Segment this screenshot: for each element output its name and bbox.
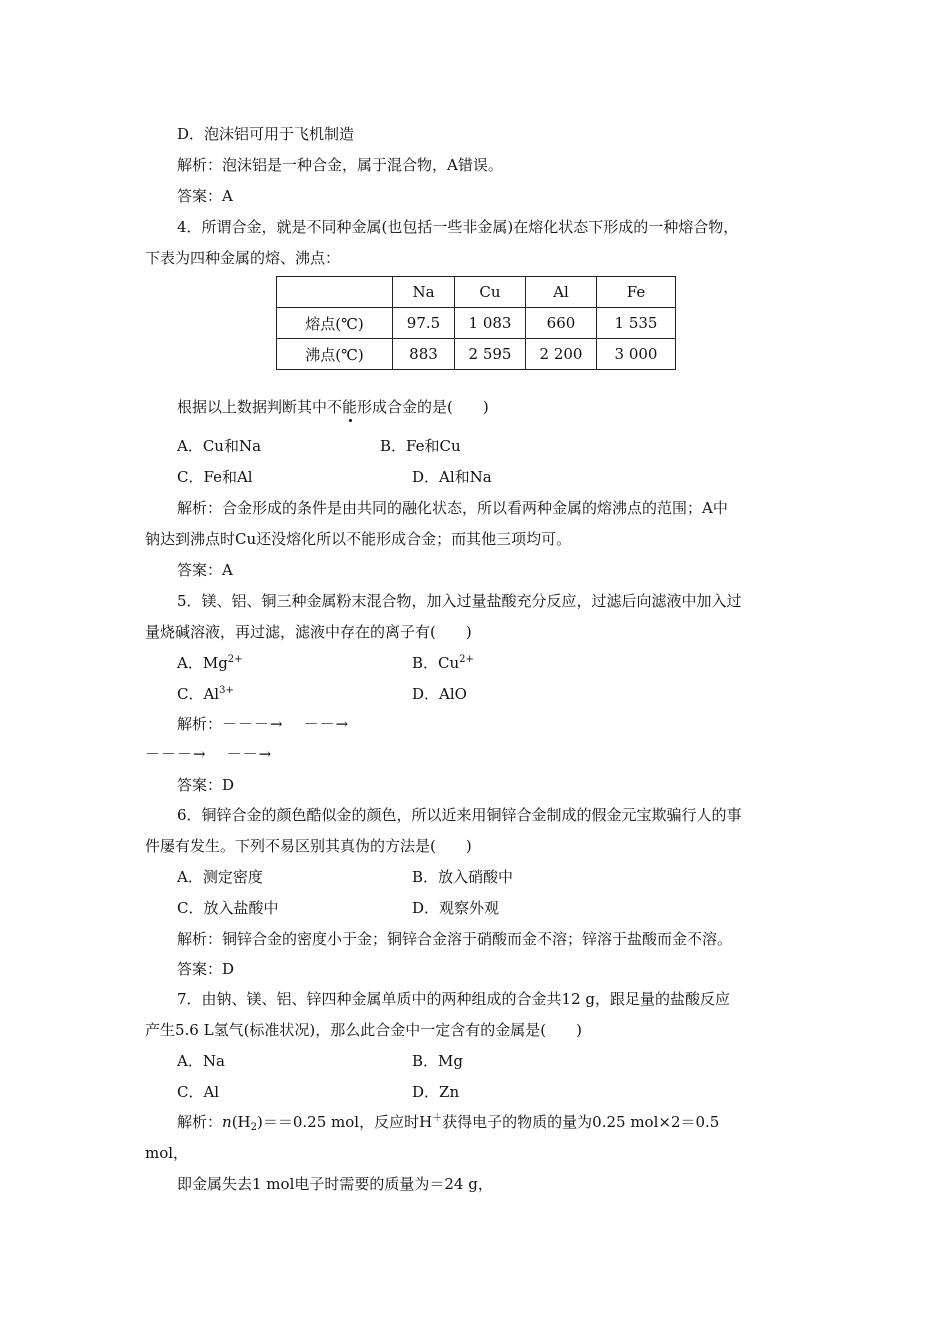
table-cell: 3 000 xyxy=(597,339,676,370)
formula-charge: ＋ xyxy=(432,1113,443,1124)
q5-option-c xyxy=(177,684,234,704)
q5-option-a-charge: 2+ xyxy=(227,654,243,665)
q7-option-d: D．Zn xyxy=(412,1083,460,1101)
q6-stem-line2: 件屡有发生。下列不易区别其真伪的方法是( ) xyxy=(145,837,472,855)
formula-h: (H xyxy=(231,1113,251,1131)
formula-text: )＝＝0.25 mol，反应时H xyxy=(257,1113,433,1131)
q5-analysis-label: 解析： xyxy=(177,715,223,733)
table-row xyxy=(277,308,676,339)
q5-option-a-text: A．Mg xyxy=(177,654,228,672)
q6-stem-line1: 6．铜锌合金的颜色酷似金的颜色，所以近来用铜锌合金制成的假金元宝欺骗行人的事 xyxy=(177,806,742,824)
table-cell: 1 083 xyxy=(455,308,526,339)
q3-option-d: D．泡沫铝可用于飞机制造 xyxy=(177,125,355,143)
table-cell: 2 200 xyxy=(526,339,597,370)
q5-analysis-line1 xyxy=(177,714,349,734)
q5-option-c-text: C．Al xyxy=(177,685,220,703)
q5-option-b-text: B．Cu xyxy=(412,654,460,672)
table-cell: 1 535 xyxy=(597,308,676,339)
table-cell: 660 xyxy=(526,308,597,339)
q4-question: 根据以上数据判断其中不能形成合金的是( ) xyxy=(177,398,489,416)
q5-option-b-charge: 2+ xyxy=(459,654,474,665)
table-cell xyxy=(277,277,393,308)
q7-analysis-line3: 即金属失去1 mol电子时需要的质量为＝24 g， xyxy=(177,1175,493,1193)
q4-option-d: D．Al和Na xyxy=(412,468,492,486)
q4-option-c: C．Fe和Al xyxy=(177,468,253,486)
q5-option-c-charge: 3+ xyxy=(219,685,234,696)
q5-answer: 答案：D xyxy=(177,776,235,794)
q6-option-b: B．放入硝酸中 xyxy=(412,868,514,886)
q4-stem-line1: 4．所谓合金，就是不同种金属(也包括一些非金属)在熔化状态下形成的一种熔合物， xyxy=(177,218,739,236)
formula-n: n xyxy=(222,1113,232,1131)
q5-stem-line1: 5．镁、铝、铜三种金属粉末混合物，加入过量盐酸充分反应，过滤后向滤液中加入过 xyxy=(177,592,742,610)
table-row xyxy=(277,339,676,370)
q5-option-d: D．AlO xyxy=(412,685,467,703)
q7-analysis-line2: mol， xyxy=(145,1144,189,1162)
q5-analysis-line2 xyxy=(145,744,272,764)
table-cell: 97.5 xyxy=(393,308,455,339)
formula-text-rest: 获得电子的物质的量为0.25 mol×2＝0.5 xyxy=(442,1113,720,1131)
q6-answer: 答案：D xyxy=(177,960,235,978)
reaction-arrow: －－→ xyxy=(226,745,273,763)
q7-option-b: B．Mg xyxy=(412,1052,463,1070)
table-row-label: 熔点(℃) xyxy=(277,308,393,339)
table-cell: 2 595 xyxy=(455,339,526,370)
q5-stem-line2: 量烧碱溶液，再过滤，滤液中存在的离子有( ) xyxy=(145,623,472,641)
table-header-cell: Fe xyxy=(597,277,676,308)
reaction-arrow: －－－→ xyxy=(145,745,207,763)
q4-stem-line2: 下表为四种金属的熔、沸点： xyxy=(145,249,341,267)
formula-subscript: 2 xyxy=(250,1122,257,1133)
q7-option-a: A．Na xyxy=(177,1052,225,1070)
emphasis-dot xyxy=(349,419,352,422)
q5-option-b xyxy=(412,653,474,673)
melting-boiling-table xyxy=(276,276,676,370)
q6-option-a: A．测定密度 xyxy=(177,868,263,886)
q5-option-a xyxy=(177,653,243,673)
q4-analysis-line1: 解析：合金形成的条件是由共同的融化状态，所以看两种金属的熔沸点的范围；A中 xyxy=(177,499,728,517)
table-cell: 883 xyxy=(393,339,455,370)
q3-answer: 答案：A xyxy=(177,187,233,205)
q7-analysis-label: 解析： xyxy=(177,1113,223,1131)
table-header-cell: Cu xyxy=(455,277,526,308)
q6-analysis: 解析：铜锌合金的密度小于金；铜锌合金溶于硝酸而金不溶；锌溶于盐酸而金不溶。 xyxy=(177,930,733,948)
table-header-cell: Al xyxy=(526,277,597,308)
q7-analysis-line1 xyxy=(177,1112,719,1132)
q7-stem-line2: 产生5.6 L氢气(标准状况)，那么此合金中一定含有的金属是( ) xyxy=(145,1021,582,1039)
q7-stem-line1: 7．由钠、镁、铝、锌四种金属单质中的两种组成的合金共12 g，跟足量的盐酸反应 xyxy=(177,990,731,1008)
q4-analysis-line2: 钠达到沸点时Cu还没熔化所以不能形成合金；而其他三项均可。 xyxy=(145,530,572,548)
reaction-arrow: －－→ xyxy=(303,715,350,733)
q6-option-c: C．放入盐酸中 xyxy=(177,899,279,917)
q3-analysis: 解析：泡沫铝是一种合金，属于混合物，A错误。 xyxy=(177,156,503,174)
q7-option-c: C．Al xyxy=(177,1083,220,1101)
table-header-cell: Na xyxy=(393,277,455,308)
q4-answer: 答案：A xyxy=(177,561,233,579)
q4-option-b: B．Fe和Cu xyxy=(380,437,461,455)
reaction-arrow: －－－→ xyxy=(222,715,284,733)
table-header-row xyxy=(277,277,676,308)
q6-option-d: D．观察外观 xyxy=(412,899,500,917)
table-row-label: 沸点(℃) xyxy=(277,339,393,370)
q4-option-a: A．Cu和Na xyxy=(177,437,262,455)
